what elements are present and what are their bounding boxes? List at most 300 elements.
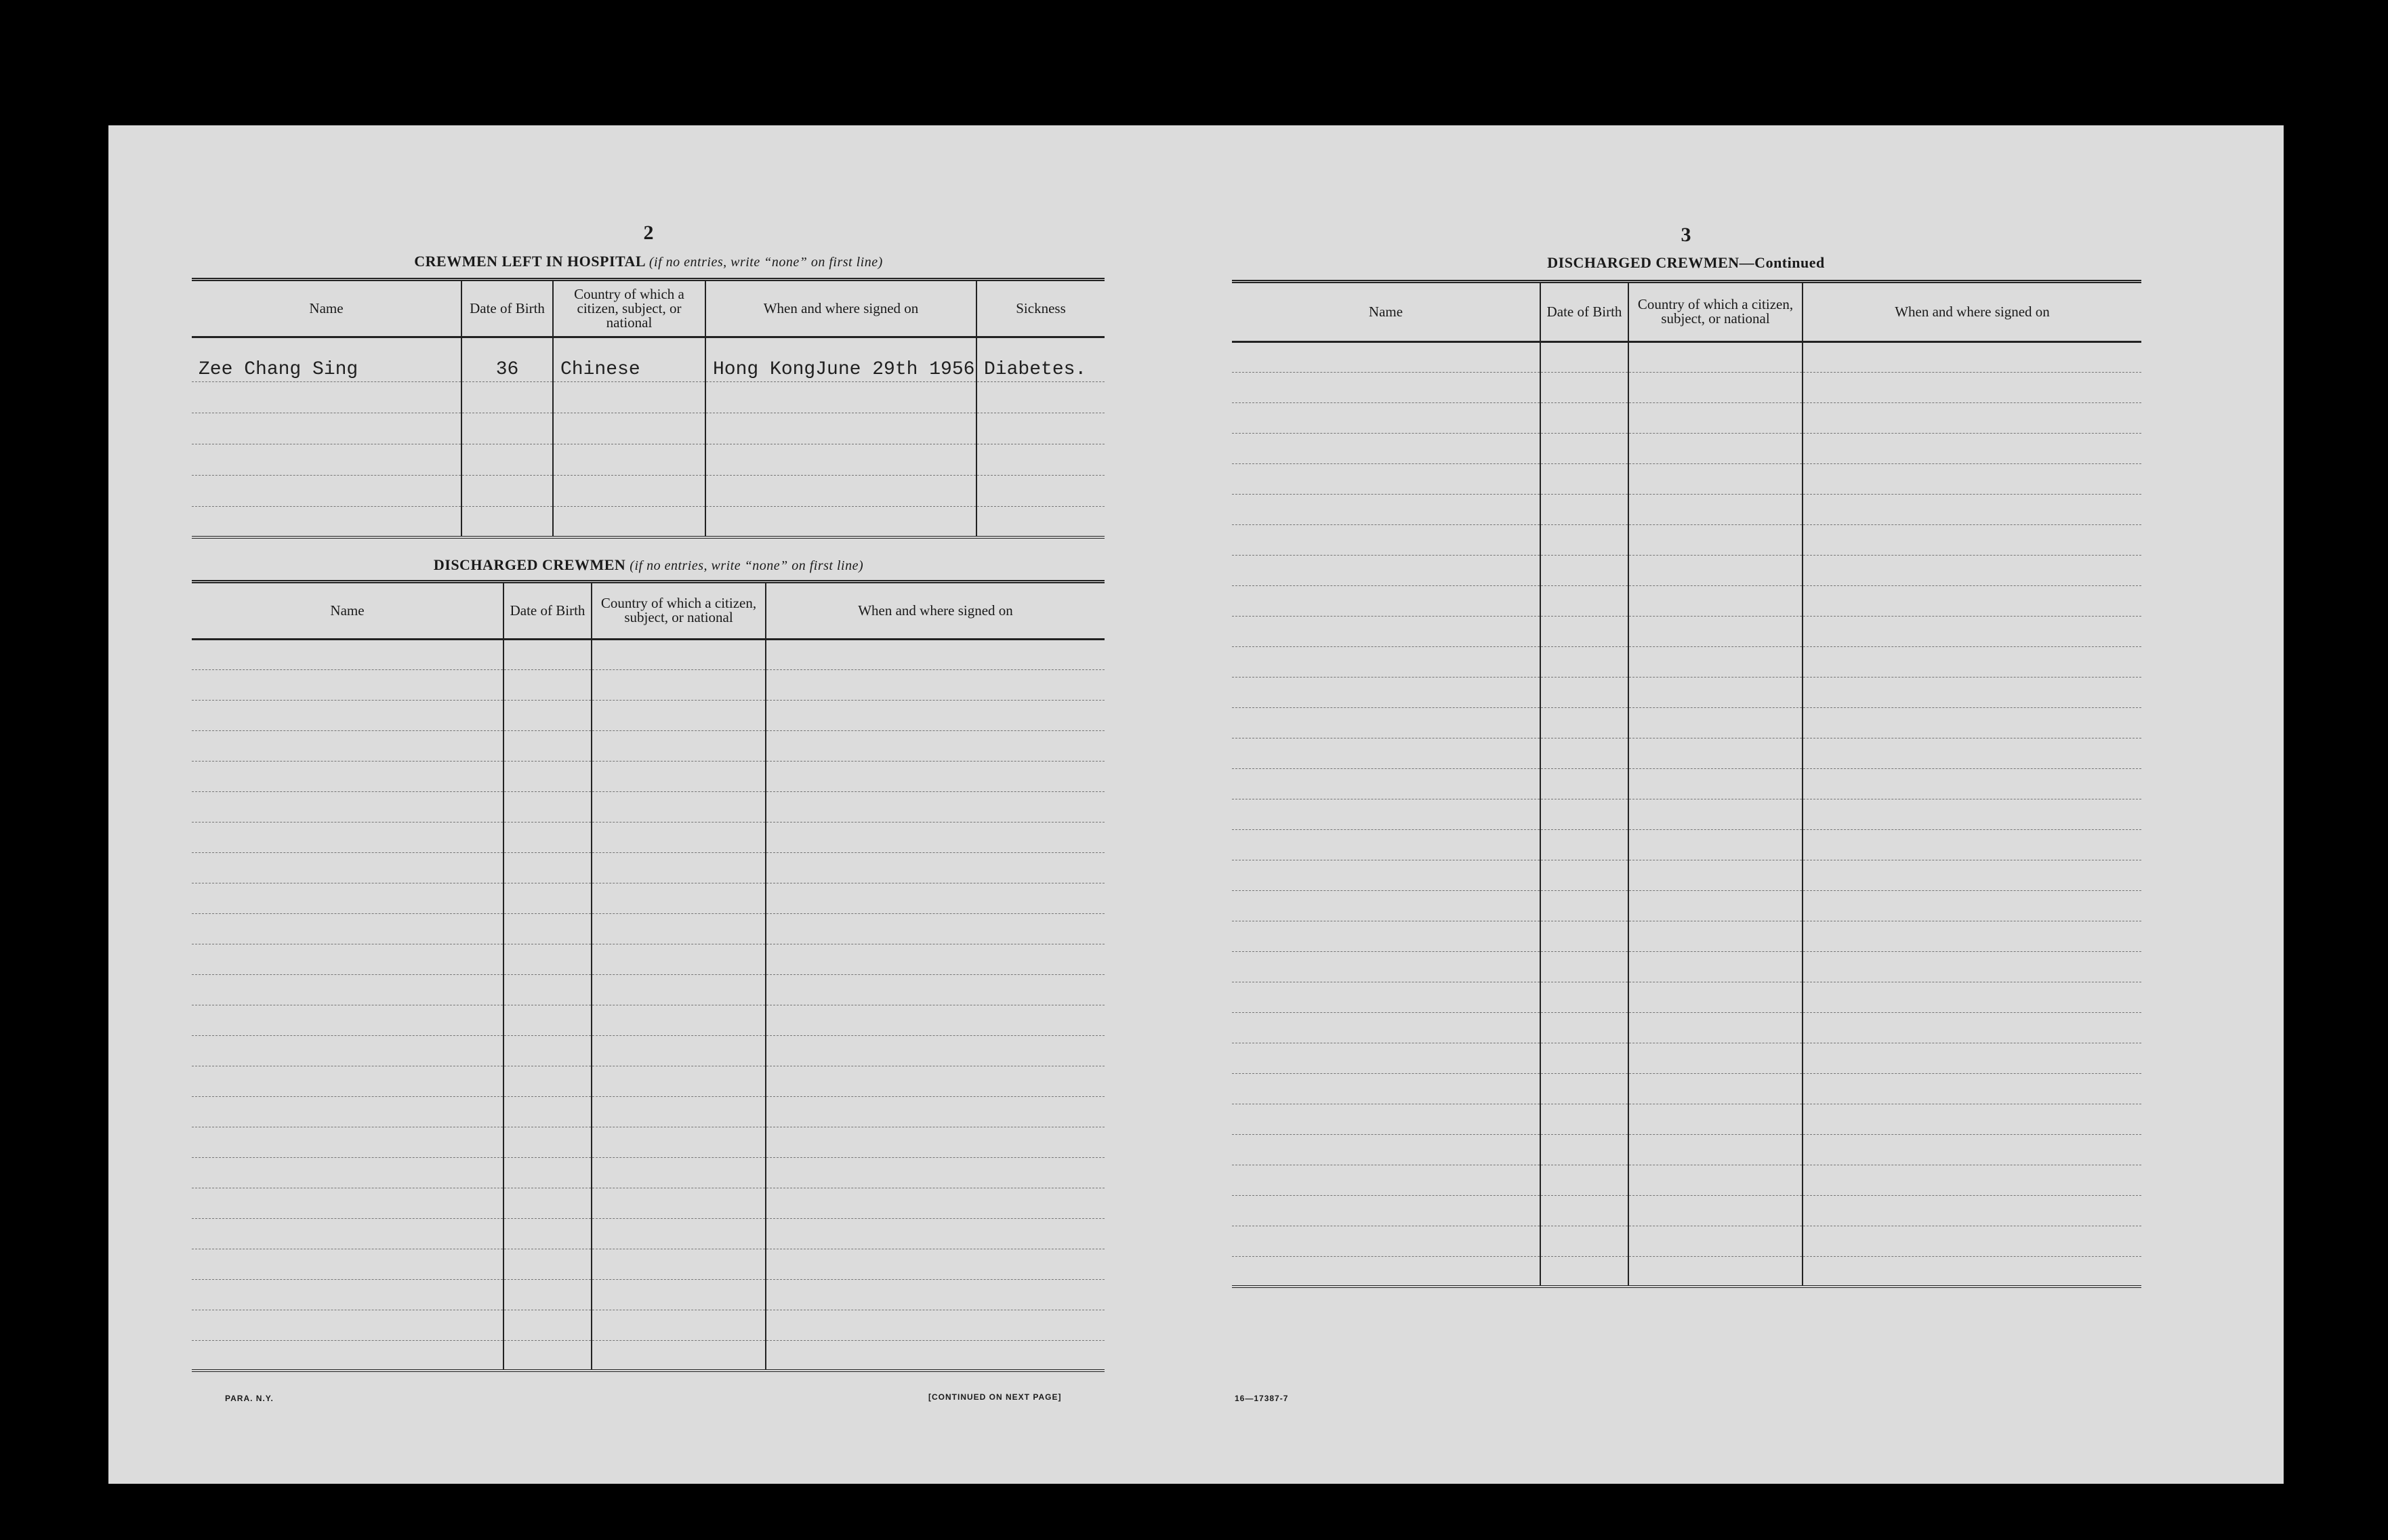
table-row	[192, 730, 1105, 761]
table-cell[interactable]	[1232, 1104, 1540, 1134]
table-row	[1232, 799, 2141, 829]
table-cell[interactable]	[766, 1005, 1105, 1035]
table-cell[interactable]	[1540, 555, 1628, 585]
table-cell[interactable]	[192, 1157, 503, 1188]
table-cell[interactable]	[766, 1249, 1105, 1279]
table-cell[interactable]	[1628, 1226, 1803, 1256]
table-cell[interactable]	[192, 1188, 503, 1218]
table-row	[192, 413, 1105, 444]
table-row	[192, 1066, 1105, 1096]
table-cell[interactable]	[1628, 1043, 1803, 1073]
table-cell[interactable]	[1540, 1256, 1628, 1287]
col-header-country: Country of which a citizen, subject, or national	[592, 583, 766, 639]
table-cell[interactable]	[1540, 616, 1628, 646]
table-cell[interactable]	[1628, 951, 1803, 982]
table-row	[192, 883, 1105, 913]
table-cell[interactable]	[1540, 768, 1628, 799]
col-header-signed-on: When and where signed on	[1803, 283, 2141, 341]
table-cell[interactable]	[503, 761, 592, 791]
table-cell[interactable]	[503, 1340, 592, 1371]
table-cell[interactable]	[192, 1035, 503, 1066]
table-cell[interactable]	[1628, 1134, 1803, 1165]
table-row	[192, 761, 1105, 791]
cell-date-of-birth[interactable]: 36	[461, 337, 553, 381]
table-cell[interactable]	[1540, 1104, 1628, 1134]
table-cell[interactable]	[1540, 860, 1628, 890]
table-cell[interactable]	[592, 1249, 766, 1279]
table-cell[interactable]	[503, 639, 592, 669]
table-cell[interactable]	[1232, 921, 1540, 951]
table-cell[interactable]	[1628, 860, 1803, 890]
table-cell[interactable]	[766, 700, 1105, 730]
table-cell[interactable]	[192, 730, 503, 761]
table-cell[interactable]	[592, 913, 766, 944]
table-cell[interactable]	[192, 1249, 503, 1279]
table-cell[interactable]	[1628, 1104, 1803, 1134]
table-cell[interactable]	[1540, 677, 1628, 707]
table-cell[interactable]	[592, 1279, 766, 1310]
table-cell[interactable]	[1628, 829, 1803, 860]
table-cell[interactable]	[1232, 372, 1540, 402]
table-row	[192, 1157, 1105, 1188]
table-cell[interactable]	[1628, 890, 1803, 921]
table-cell[interactable]	[1540, 1195, 1628, 1226]
document-sheet	[108, 125, 2284, 1484]
table-row	[192, 1096, 1105, 1127]
table-cell[interactable]	[1540, 524, 1628, 555]
table-cell[interactable]	[1232, 1012, 1540, 1043]
table-cell[interactable]	[1628, 707, 1803, 738]
table-cell[interactable]	[1540, 1012, 1628, 1043]
table-cell[interactable]	[1803, 1043, 2141, 1073]
table-cell[interactable]	[1628, 1073, 1803, 1104]
table-cell[interactable]	[766, 1279, 1105, 1310]
table-cell[interactable]	[1232, 677, 1540, 707]
table-cell[interactable]	[1803, 1073, 2141, 1104]
table-cell[interactable]	[766, 1096, 1105, 1127]
table-cell[interactable]	[1540, 585, 1628, 616]
table-row	[1232, 860, 2141, 890]
table-cell[interactable]	[1803, 1165, 2141, 1195]
table-cell[interactable]	[1540, 738, 1628, 768]
table-cell[interactable]	[592, 1005, 766, 1035]
table-cell[interactable]	[1803, 1012, 2141, 1043]
table-cell[interactable]	[1232, 1165, 1540, 1195]
table-cell[interactable]	[503, 974, 592, 1005]
table-cell[interactable]	[1540, 341, 1628, 372]
table-cell[interactable]	[503, 852, 592, 883]
table-cell[interactable]	[1232, 341, 1540, 372]
table-cell[interactable]	[1540, 829, 1628, 860]
discharged-table	[192, 580, 1105, 1372]
table-cell[interactable]	[1540, 463, 1628, 494]
table-cell[interactable]	[503, 913, 592, 944]
table-cell[interactable]	[1628, 921, 1803, 951]
table-row	[1232, 585, 2141, 616]
table-cell[interactable]	[592, 669, 766, 700]
table-cell[interactable]	[1232, 616, 1540, 646]
table-cell[interactable]	[503, 1310, 592, 1340]
table-cell[interactable]	[766, 822, 1105, 852]
table-cell[interactable]	[1628, 494, 1803, 524]
table-cell[interactable]	[766, 1218, 1105, 1249]
table-cell[interactable]	[592, 639, 766, 669]
table-cell[interactable]	[1540, 1165, 1628, 1195]
table-cell[interactable]	[1803, 860, 2141, 890]
table-cell[interactable]	[1628, 524, 1803, 555]
table-cell[interactable]	[1232, 1043, 1540, 1073]
table-row	[1232, 738, 2141, 768]
table-cell[interactable]	[503, 1005, 592, 1035]
table-cell[interactable]	[1803, 1104, 2141, 1134]
table-cell[interactable]	[1232, 951, 1540, 982]
hospital-table	[192, 278, 1105, 539]
table-cell[interactable]	[1232, 1256, 1540, 1287]
table-row	[192, 337, 1105, 381]
footer-form-number: 16—17387-7	[1235, 1394, 1289, 1403]
table-row	[192, 1218, 1105, 1249]
table-row	[192, 852, 1105, 883]
table-row	[1232, 921, 2141, 951]
table-cell[interactable]	[1232, 402, 1540, 433]
table-cell[interactable]	[592, 1096, 766, 1127]
table-cell[interactable]	[1232, 890, 1540, 921]
table-cell[interactable]	[1803, 433, 2141, 463]
table-cell[interactable]	[1232, 585, 1540, 616]
table-row	[192, 381, 1105, 413]
table-cell[interactable]	[192, 974, 503, 1005]
table-cell[interactable]	[1803, 799, 2141, 829]
table-cell[interactable]	[1803, 646, 2141, 677]
table-cell[interactable]	[1628, 1165, 1803, 1195]
hospital-section-title	[414, 253, 882, 270]
table-cell[interactable]	[192, 913, 503, 944]
table-cell[interactable]	[592, 1188, 766, 1218]
table-cell[interactable]	[1540, 1134, 1628, 1165]
table-cell[interactable]	[1232, 524, 1540, 555]
table-cell[interactable]	[1803, 982, 2141, 1012]
table-cell[interactable]	[592, 974, 766, 1005]
table-cell[interactable]	[592, 1310, 766, 1340]
table-cell[interactable]	[766, 669, 1105, 700]
col-header-name: Name	[192, 281, 461, 337]
table-cell[interactable]	[1803, 677, 2141, 707]
table-cell[interactable]	[766, 1066, 1105, 1096]
table-row	[1232, 1226, 2141, 1256]
table-row	[1232, 707, 2141, 738]
table-row	[1232, 829, 2141, 860]
table-cell[interactable]	[1232, 1073, 1540, 1104]
table-cell[interactable]	[192, 1218, 503, 1249]
col-header-sickness: Sickness	[976, 281, 1105, 337]
table-cell[interactable]	[1803, 463, 2141, 494]
table-cell[interactable]	[503, 883, 592, 913]
discharged-instruction: (if no entries, write “none” on first line)	[630, 558, 864, 573]
table-row	[1232, 433, 2141, 463]
table-cell[interactable]	[192, 1096, 503, 1127]
table-cell[interactable]	[1232, 433, 1540, 463]
table-cell[interactable]	[1803, 585, 2141, 616]
table-cell[interactable]	[503, 1249, 592, 1279]
table-cell[interactable]	[1628, 799, 1803, 829]
cell-sickness[interactable]: Diabetes.	[976, 337, 1105, 381]
table-cell[interactable]	[1628, 616, 1803, 646]
col-header-signed-on: When and where signed on	[766, 583, 1105, 639]
col-header-date-of-birth: Date of Birth	[461, 281, 553, 337]
table-row	[1232, 982, 2141, 1012]
table-row	[192, 1249, 1105, 1279]
table-cell[interactable]	[592, 1218, 766, 1249]
table-cell[interactable]	[503, 822, 592, 852]
table-cell[interactable]	[192, 1340, 503, 1371]
table-cell[interactable]	[1232, 1134, 1540, 1165]
hospital-instruction: (if no entries, write “none” on first line)	[649, 255, 883, 270]
table-cell[interactable]	[1540, 1073, 1628, 1104]
table-cell[interactable]	[192, 1310, 503, 1340]
table-cell[interactable]	[766, 944, 1105, 974]
table-cell[interactable]	[1803, 921, 2141, 951]
table-cell[interactable]	[192, 761, 503, 791]
col-header-date-of-birth: Date of Birth	[503, 583, 592, 639]
table-cell[interactable]	[503, 1218, 592, 1249]
table-cell[interactable]	[1540, 1043, 1628, 1073]
table-cell[interactable]	[1232, 463, 1540, 494]
table-row	[1232, 341, 2141, 372]
table-cell[interactable]	[1803, 890, 2141, 921]
table-row	[1232, 1012, 2141, 1043]
table-row	[1232, 555, 2141, 585]
table-cell[interactable]	[1540, 982, 1628, 1012]
table-row	[1232, 402, 2141, 433]
table-row	[192, 791, 1105, 822]
table-cell[interactable]	[766, 1340, 1105, 1371]
table-cell[interactable]	[766, 761, 1105, 791]
table-cell[interactable]	[1232, 799, 1540, 829]
table-row	[192, 475, 1105, 506]
table-cell[interactable]	[192, 1005, 503, 1035]
table-cell[interactable]	[1232, 982, 1540, 1012]
table-cell[interactable]	[766, 1157, 1105, 1188]
table-cell[interactable]	[503, 1188, 592, 1218]
table-cell[interactable]	[766, 639, 1105, 669]
table-cell[interactable]	[192, 852, 503, 883]
table-row	[192, 1340, 1105, 1371]
table-cell[interactable]	[1628, 677, 1803, 707]
table-cell[interactable]	[1540, 890, 1628, 921]
table-cell[interactable]	[766, 913, 1105, 944]
table-cell[interactable]	[1232, 738, 1540, 768]
col-header-name: Name	[1232, 283, 1540, 341]
table-cell[interactable]	[192, 944, 503, 974]
table-cell[interactable]	[1628, 585, 1803, 616]
table-cell[interactable]	[1232, 707, 1540, 738]
table-cell[interactable]	[592, 883, 766, 913]
table-cell[interactable]	[1803, 555, 2141, 585]
table-cell[interactable]	[592, 1066, 766, 1096]
table-cell[interactable]	[766, 974, 1105, 1005]
table-cell[interactable]	[1803, 402, 2141, 433]
table-cell[interactable]	[1540, 402, 1628, 433]
table-cell[interactable]	[1628, 433, 1803, 463]
table-row	[1232, 1195, 2141, 1226]
table-cell[interactable]	[766, 730, 1105, 761]
table-cell[interactable]	[1540, 951, 1628, 982]
table-cell[interactable]	[1232, 829, 1540, 860]
table-cell[interactable]	[1628, 982, 1803, 1012]
table-cell[interactable]	[1803, 1195, 2141, 1226]
table-cell[interactable]	[503, 1279, 592, 1310]
table-cell[interactable]	[766, 1310, 1105, 1340]
table-cell[interactable]	[1540, 707, 1628, 738]
table-cell[interactable]	[192, 1127, 503, 1157]
table-row	[1232, 524, 2141, 555]
table-row	[192, 1310, 1105, 1340]
table-row	[192, 913, 1105, 944]
table-cell[interactable]	[592, 700, 766, 730]
table-row	[1232, 463, 2141, 494]
table-cell[interactable]	[503, 1035, 592, 1066]
discharged-continued-title: DISCHARGED CREWMEN—Continued	[1547, 254, 1825, 271]
table-cell[interactable]	[503, 669, 592, 700]
table-cell[interactable]	[1803, 738, 2141, 768]
table-cell[interactable]	[1232, 646, 1540, 677]
table-cell[interactable]	[192, 639, 503, 669]
table-row	[192, 1035, 1105, 1066]
table-cell[interactable]	[766, 1035, 1105, 1066]
table-row	[1232, 646, 2141, 677]
table-row	[1232, 1043, 2141, 1073]
table-cell[interactable]	[1803, 1134, 2141, 1165]
col-header-country: Country of which a citizen, subject, or national	[553, 281, 705, 337]
table-cell[interactable]	[1628, 768, 1803, 799]
table-cell[interactable]	[1803, 494, 2141, 524]
table-cell[interactable]	[503, 700, 592, 730]
table-cell[interactable]	[766, 852, 1105, 883]
table-cell[interactable]	[1628, 402, 1803, 433]
table-cell[interactable]	[766, 791, 1105, 822]
table-cell[interactable]	[1803, 951, 2141, 982]
table-cell[interactable]	[592, 730, 766, 761]
table-cell[interactable]	[503, 791, 592, 822]
table-cell[interactable]	[592, 822, 766, 852]
table-row	[192, 639, 1105, 669]
table-cell[interactable]	[1628, 1012, 1803, 1043]
table-cell[interactable]	[1232, 555, 1540, 585]
footer-printer-mark: PARA. N.Y.	[225, 1394, 274, 1403]
table-cell[interactable]	[1628, 341, 1803, 372]
table-cell[interactable]	[1803, 616, 2141, 646]
table-cell[interactable]	[1803, 768, 2141, 799]
table-cell[interactable]	[192, 822, 503, 852]
table-cell[interactable]	[1628, 372, 1803, 402]
table-row	[192, 974, 1105, 1005]
table-cell[interactable]	[1628, 646, 1803, 677]
table-cell[interactable]	[1803, 341, 2141, 372]
cell-name[interactable]: Zee Chang Sing	[192, 337, 461, 381]
table-cell[interactable]	[503, 944, 592, 974]
table-row	[192, 1127, 1105, 1157]
table-cell[interactable]	[192, 791, 503, 822]
col-header-country: Country of which a citizen, subject, or national	[1628, 283, 1803, 341]
table-cell[interactable]	[503, 1127, 592, 1157]
table-cell[interactable]	[1803, 829, 2141, 860]
table-cell[interactable]	[1232, 1226, 1540, 1256]
table-cell[interactable]	[1540, 372, 1628, 402]
table-cell[interactable]	[592, 944, 766, 974]
page-number-right: 3	[1681, 224, 1691, 246]
table-cell[interactable]	[1628, 1256, 1803, 1287]
discharged-section-title	[434, 556, 863, 574]
table-cell[interactable]	[1803, 524, 2141, 555]
table-cell[interactable]	[1628, 1195, 1803, 1226]
table-cell[interactable]	[1803, 372, 2141, 402]
hospital-title: CREWMEN LEFT IN HOSPITAL	[414, 253, 645, 270]
cell-country[interactable]: Chinese	[553, 337, 705, 381]
table-cell[interactable]	[1540, 921, 1628, 951]
table-cell[interactable]	[192, 669, 503, 700]
table-cell[interactable]	[592, 852, 766, 883]
table-cell[interactable]	[592, 1157, 766, 1188]
table-row	[192, 1005, 1105, 1035]
table-cell[interactable]	[1232, 494, 1540, 524]
col-header-signed-on: When and where signed on	[705, 281, 976, 337]
table-cell[interactable]	[192, 1279, 503, 1310]
table-cell[interactable]	[1628, 738, 1803, 768]
table-row	[1232, 1104, 2141, 1134]
table-cell[interactable]	[1232, 860, 1540, 890]
table-row	[1232, 890, 2141, 921]
table-cell[interactable]	[192, 700, 503, 730]
table-cell[interactable]	[1628, 555, 1803, 585]
table-row	[192, 444, 1105, 475]
table-cell[interactable]	[192, 883, 503, 913]
table-cell[interactable]	[503, 730, 592, 761]
table-cell[interactable]	[1803, 1256, 2141, 1287]
cell-signed-on[interactable]: Hong KongJune 29th 1956	[705, 337, 976, 381]
table-row	[192, 700, 1105, 730]
table-row	[192, 1279, 1105, 1310]
table-row	[1232, 1073, 2141, 1104]
table-cell[interactable]	[1803, 707, 2141, 738]
table-cell[interactable]	[592, 1127, 766, 1157]
table-cell[interactable]	[766, 1127, 1105, 1157]
page-number-left: 2	[643, 222, 654, 244]
table-cell[interactable]	[1540, 433, 1628, 463]
table-cell[interactable]	[503, 1157, 592, 1188]
table-cell[interactable]	[1540, 1226, 1628, 1256]
table-cell[interactable]	[1232, 768, 1540, 799]
table-cell[interactable]	[592, 1340, 766, 1371]
table-cell[interactable]	[1540, 494, 1628, 524]
col-header-name: Name	[192, 583, 503, 639]
table-row	[192, 506, 1105, 537]
table-cell[interactable]	[192, 1066, 503, 1096]
table-row	[192, 944, 1105, 974]
table-cell[interactable]	[1803, 1226, 2141, 1256]
table-cell[interactable]	[1540, 646, 1628, 677]
table-cell[interactable]	[766, 1188, 1105, 1218]
table-cell[interactable]	[503, 1066, 592, 1096]
table-cell[interactable]	[592, 1035, 766, 1066]
table-cell[interactable]	[503, 1096, 592, 1127]
table-cell[interactable]	[1232, 1195, 1540, 1226]
table-cell[interactable]	[766, 883, 1105, 913]
table-cell[interactable]	[1540, 799, 1628, 829]
table-cell[interactable]	[1628, 463, 1803, 494]
table-row	[1232, 1165, 2141, 1195]
table-cell[interactable]	[592, 761, 766, 791]
table-cell[interactable]	[592, 791, 766, 822]
